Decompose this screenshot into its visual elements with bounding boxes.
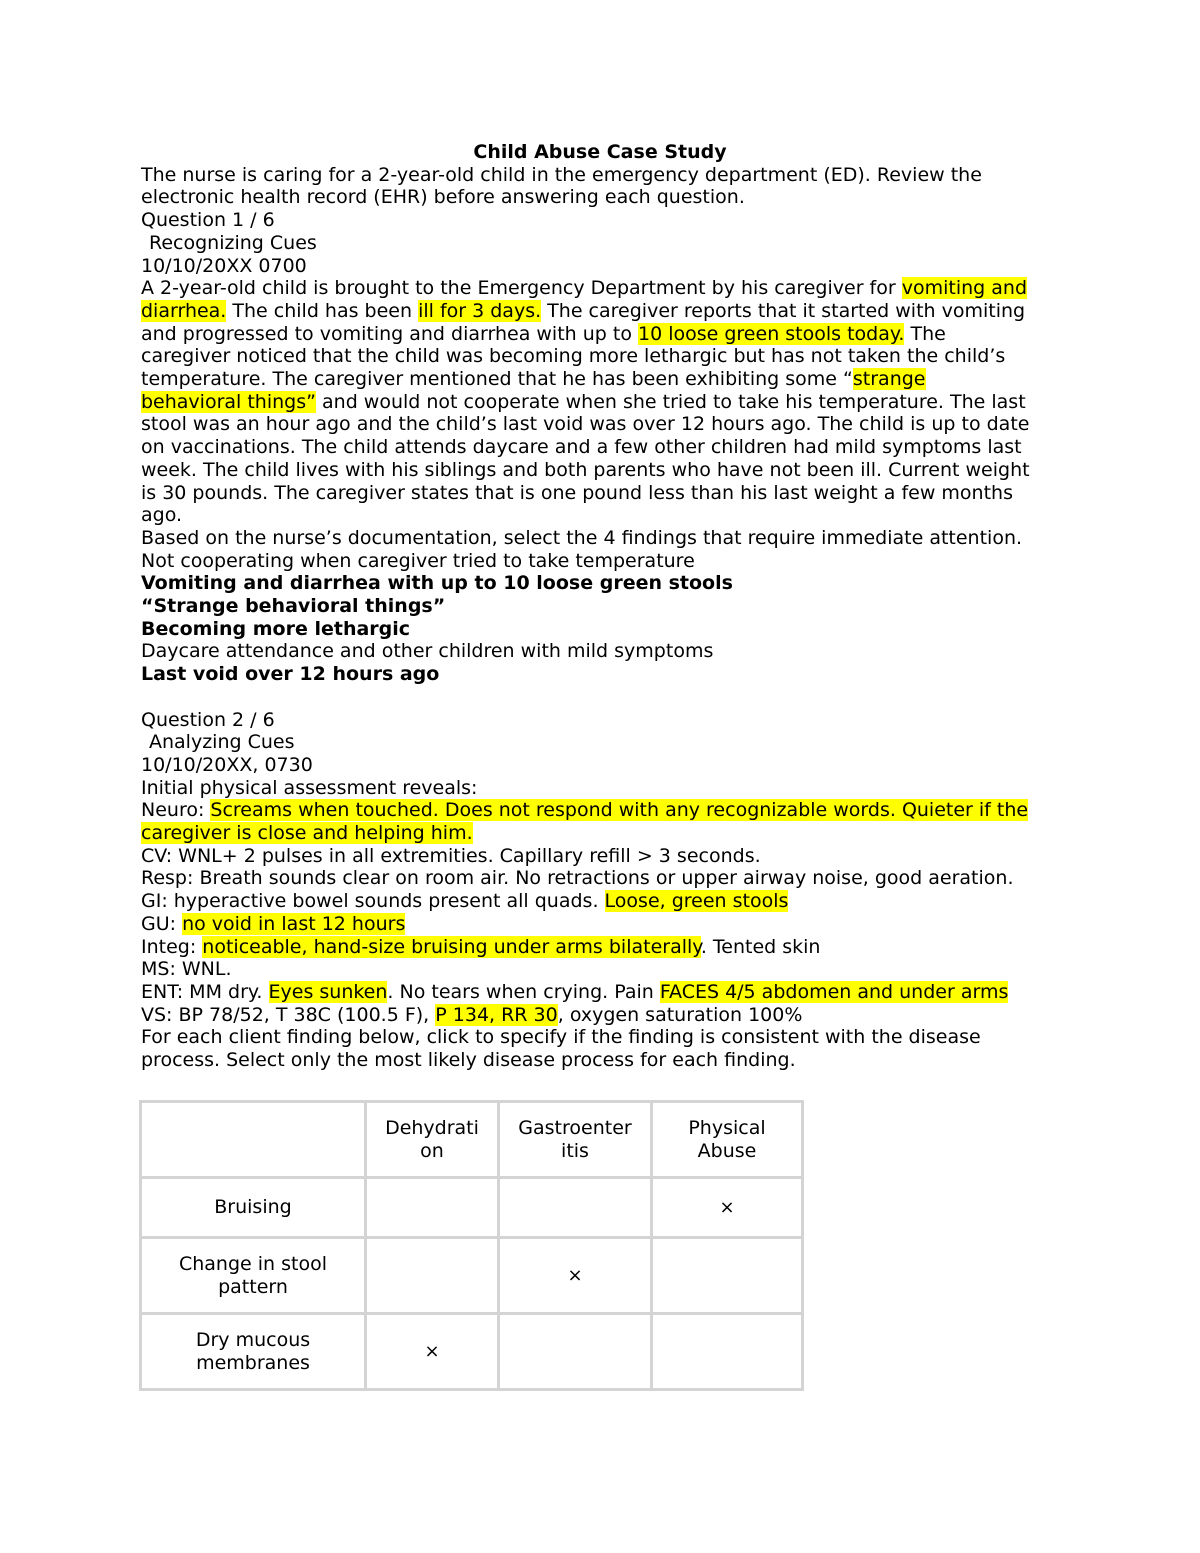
q2-instruction-2: process. Select only the most likely disease process for each finding.: [141, 1049, 796, 1072]
table-row: [141, 1178, 803, 1238]
highlight: strange: [852, 368, 926, 391]
matrix-cell[interactable]: [652, 1238, 803, 1314]
matrix-cell[interactable]: [499, 1314, 652, 1390]
text: . No tears when crying. Pain: [387, 981, 660, 1003]
document-page: [141, 141, 1059, 1072]
text: and would not cooperate when she tried to take his temperature. The last: [315, 390, 1026, 413]
text: A 2-year-old child is brought to the Emergency Department by his caregiver for: [141, 277, 902, 300]
highlight: ill for 3 days.: [418, 299, 542, 322]
assessment-gi: [141, 890, 1059, 913]
assessment-neuro: [141, 799, 1059, 822]
highlight: behavioral things”: [141, 390, 316, 413]
matrix-corner-cell: [141, 1102, 366, 1178]
q2-label: Question 2 / 6: [141, 708, 275, 731]
text: and progressed to vomiting and diarrhea with up to: [141, 322, 638, 345]
highlight: no void in last 12 hours: [182, 912, 406, 935]
q1-para-line: [141, 323, 1059, 346]
spacer: [141, 686, 1059, 709]
q1-label: Question 1 / 6: [141, 209, 275, 232]
q1-para-line: on vaccinations. The child attends daycare and a few other children had mild symptoms last: [141, 436, 1022, 459]
assessment-gu: [141, 913, 1059, 936]
q2-instruction-1: For each client finding below, click to specify if the finding is consistent with the disease: [141, 1026, 981, 1049]
check-mark: ×: [567, 1264, 583, 1286]
row-header-dry-mucous: Dry mucous membranes: [141, 1314, 366, 1390]
highlight: diarrhea.: [141, 299, 227, 322]
column-header-dehydration: Dehydrati on: [366, 1102, 499, 1178]
assessment-vs: [141, 1004, 1059, 1027]
q2-datetime: 10/10/20XX, 0730: [141, 753, 313, 776]
finding-matrix-table: [139, 1100, 804, 1391]
q1-para-line: week. The child lives with his siblings and both parents who have not been ill. Current weight: [141, 458, 1030, 481]
table-row: [141, 1314, 803, 1390]
q1-option-selected[interactable]: “Strange behavioral things”: [141, 595, 446, 618]
highlight: noticeable, hand-size bruising under arms bilaterally: [202, 935, 701, 958]
matrix-cell[interactable]: [366, 1238, 499, 1314]
page-title: Child Abuse Case Study: [473, 141, 727, 163]
text: The child has been: [226, 299, 419, 322]
q2-heading: Initial physical assessment reveals:: [141, 776, 478, 799]
assessment-cv: CV: WNL+ 2 pulses in all extremities. Capillary refill > 3 seconds.: [141, 844, 761, 867]
text: Neuro:: [141, 799, 211, 822]
q1-option-selected[interactable]: Becoming more lethargic: [141, 617, 411, 640]
assessment-integ: [141, 936, 1059, 959]
check-mark: ×: [424, 1340, 440, 1362]
matrix-cell[interactable]: [499, 1238, 652, 1314]
text: temperature. The caregiver mentioned that he has been exhibiting some “: [141, 368, 853, 391]
column-header-gastroenteritis: Gastroenter itis: [499, 1102, 652, 1178]
row-header-stool-pattern: Change in stool pattern: [141, 1238, 366, 1314]
text: Integ:: [141, 935, 203, 958]
text: VS: BP 78/52, T 38C (100.5 F),: [141, 1003, 436, 1026]
q2-category: Analyzing Cues: [149, 731, 295, 754]
q1-datetime: 10/10/20XX 0700: [141, 254, 307, 277]
row-header-bruising: Bruising: [141, 1178, 366, 1238]
q1-option[interactable]: Daycare attendance and other children with mild symptoms: [141, 640, 714, 663]
text: ENT: MM dry.: [141, 981, 269, 1003]
matrix-cell[interactable]: [652, 1178, 803, 1238]
q1-para-line: ago.: [141, 504, 183, 527]
text: The: [904, 322, 946, 345]
highlight: vomiting and: [901, 277, 1028, 300]
check-mark: ×: [719, 1196, 735, 1218]
assessment-resp: Resp: Breath sounds clear on room air. No retractions or upper airway noise, good aeration.: [141, 867, 1014, 890]
text: , oxygen saturation 100%: [557, 1003, 803, 1026]
text: The caregiver reports that it started with vomiting: [541, 299, 1026, 322]
highlight: P 134, RR 30: [435, 1003, 558, 1026]
matrix-header-row: [141, 1102, 803, 1178]
q1-para-line: [141, 391, 1059, 414]
q1-option-selected[interactable]: Last void over 12 hours ago: [141, 663, 440, 686]
highlight: Screams when touched. Does not respond with any recognizable words. Quieter if the: [210, 799, 1029, 822]
highlight: Loose, green stools: [604, 890, 789, 913]
highlight: Eyes sunken: [268, 981, 388, 1003]
highlight: caregiver is close and helping him.: [141, 822, 473, 845]
text: GU:: [141, 912, 183, 935]
q1-para-line: stool was an hour ago and the child’s last void was over 12 hours ago. The child is up to date: [141, 413, 1030, 436]
intro-line-1: The nurse is caring for a 2-year-old child in the emergency department (ED). Review the: [141, 163, 982, 186]
table-row: [141, 1238, 803, 1314]
q1-para-line: [141, 300, 1059, 323]
q1-prompt: Based on the nurse’s documentation, select the 4 findings that require immediate attention.: [141, 526, 1023, 549]
matrix-cell[interactable]: [652, 1314, 803, 1390]
q1-para-line: is 30 pounds. The caregiver states that is one pound less than his last weight a few months: [141, 481, 1013, 504]
q1-option[interactable]: Not cooperating when caregiver tried to take temperature: [141, 549, 695, 572]
q1-option-selected[interactable]: Vomiting and diarrhea with up to 10 loose green stools: [141, 572, 733, 595]
text: . Tented skin: [700, 935, 821, 958]
assessment-ms: MS: WNL.: [141, 958, 232, 981]
q1-para-line: caregiver noticed that the child was becoming more lethargic but has not taken the child’s: [141, 345, 1006, 368]
text: GI: hyperactive bowel sounds present all quads.: [141, 890, 605, 913]
highlight: 10 loose green stools today.: [637, 322, 905, 345]
assessment-neuro-cont: [141, 822, 1059, 845]
q1-para-line: [141, 368, 1059, 391]
column-header-physical-abuse: Physical Abuse: [652, 1102, 803, 1178]
q1-para-line: [141, 277, 1059, 300]
assessment-ent: [141, 981, 1059, 1004]
highlight: FACES 4/5 abdomen and under arms: [659, 981, 1009, 1003]
matrix-cell[interactable]: [499, 1178, 652, 1238]
intro-line-2: electronic health record (EHR) before answering each question.: [141, 186, 745, 209]
matrix-cell[interactable]: [366, 1314, 499, 1390]
matrix-cell[interactable]: [366, 1178, 499, 1238]
q1-category: Recognizing Cues: [149, 231, 317, 254]
